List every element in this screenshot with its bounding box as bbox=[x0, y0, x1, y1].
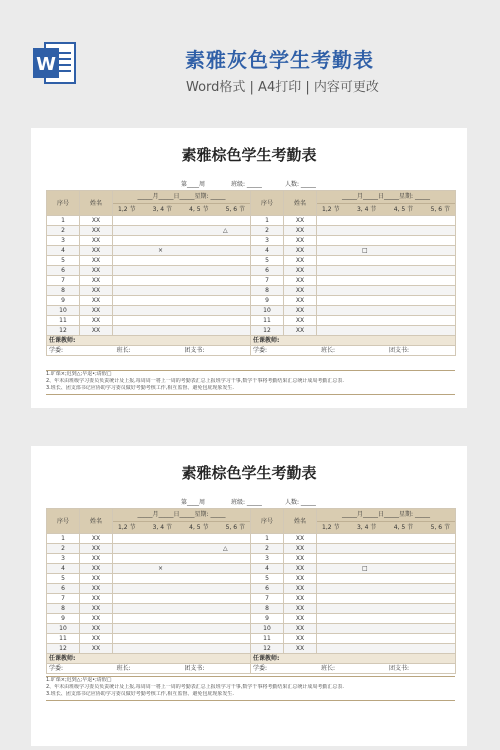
row-number-cell: 6 bbox=[251, 584, 284, 594]
secretary-label: 团支书: bbox=[184, 665, 205, 672]
row-number-cell: 6 bbox=[47, 584, 80, 594]
row-number-cell: 8 bbox=[47, 286, 80, 296]
row-number-cell: 3 bbox=[47, 236, 80, 246]
note-line: 1.旷课×;迟到△;早退•;请假□ bbox=[46, 371, 112, 377]
table-row bbox=[47, 316, 456, 326]
student-name-cell: XX bbox=[80, 296, 113, 306]
page-header bbox=[0, 0, 500, 115]
attendance-mark-cell bbox=[317, 554, 456, 564]
monitor-label: 班长: bbox=[116, 347, 131, 354]
row-number-cell: 5 bbox=[47, 256, 80, 266]
row-number-cell: 10 bbox=[47, 624, 80, 634]
row-number-cell: 12 bbox=[47, 326, 80, 336]
student-name-cell: XX bbox=[284, 276, 317, 286]
row-number-cell: 2 bbox=[251, 226, 284, 236]
row-number-cell: 7 bbox=[251, 594, 284, 604]
student-name-cell: XX bbox=[284, 286, 317, 296]
row-number-cell: 9 bbox=[47, 614, 80, 624]
attendance-mark-cell bbox=[113, 584, 251, 594]
col-header-name: 姓名 bbox=[284, 191, 317, 216]
col-header-date: _____月_____日_____星期: _____ 1,2 节 3, 4 节 4, 5 节 5, 6 节 bbox=[113, 509, 251, 534]
attendance-mark-cell bbox=[113, 286, 251, 296]
student-name-cell: XX bbox=[80, 644, 113, 654]
student-name-cell: XX bbox=[80, 624, 113, 634]
note-line: 3.班长、团支部书记应协助学习委员做好考勤考核工作,相互监督、避免包庇现象发生. bbox=[46, 385, 234, 391]
student-name-cell: XX bbox=[284, 644, 317, 654]
row-number-cell: 1 bbox=[47, 534, 80, 544]
table-row bbox=[47, 614, 456, 624]
week-field: 第____周 bbox=[181, 499, 206, 506]
col-header-date: _____月_____日_____星期: _____ 1,2 节 3, 4 节 4, 5 节 5, 6 节 bbox=[113, 191, 251, 216]
table-row bbox=[47, 306, 456, 316]
week-field: 第____周 bbox=[181, 181, 206, 188]
row-number-cell: 6 bbox=[47, 266, 80, 276]
col-header-name: 姓名 bbox=[284, 509, 317, 534]
col-header-no: 序号 bbox=[251, 191, 284, 216]
attendance-mark-cell bbox=[317, 594, 456, 604]
attendance-mark-cell bbox=[113, 296, 251, 306]
student-name-cell: XX bbox=[284, 306, 317, 316]
attendance-table bbox=[46, 508, 456, 674]
table-row bbox=[47, 574, 456, 584]
attendance-mark-cell bbox=[113, 634, 251, 644]
table-row bbox=[47, 236, 456, 246]
row-number-cell: 1 bbox=[47, 216, 80, 226]
student-name-cell: XX bbox=[80, 256, 113, 266]
student-name-cell: XX bbox=[284, 534, 317, 544]
table-row bbox=[47, 266, 456, 276]
attendance-mark-cell: × bbox=[113, 564, 251, 574]
secretary-label: 团支书: bbox=[389, 665, 410, 672]
row-number-cell: 7 bbox=[251, 276, 284, 286]
committee-label: 学委: bbox=[253, 347, 268, 354]
row-number-cell: 4 bbox=[47, 564, 80, 574]
table-row bbox=[47, 634, 456, 644]
table-row bbox=[47, 296, 456, 306]
attendance-sheet-2 bbox=[31, 446, 467, 746]
table-row bbox=[47, 216, 456, 226]
table-row bbox=[47, 594, 456, 604]
student-name-cell: XX bbox=[284, 554, 317, 564]
attendance-mark-cell bbox=[113, 306, 251, 316]
attendance-mark-cell: □ bbox=[317, 246, 456, 256]
notes bbox=[46, 370, 455, 395]
col-header-date: _____月_____日_____星期: _____ 1,2 节 3, 4 节 4, 5 节 5, 6 节 bbox=[317, 191, 456, 216]
student-name-cell: XX bbox=[284, 564, 317, 574]
row-number-cell: 1 bbox=[251, 534, 284, 544]
row-number-cell: 7 bbox=[47, 594, 80, 604]
teacher-label: 任课教师: bbox=[251, 336, 456, 346]
attendance-mark-cell bbox=[317, 544, 456, 554]
col-header-no: 序号 bbox=[47, 509, 80, 534]
attendance-mark-cell bbox=[113, 604, 251, 614]
attendance-mark-cell bbox=[317, 216, 456, 226]
attendance-mark-cell: △ bbox=[113, 226, 251, 236]
attendance-mark-cell bbox=[113, 326, 251, 336]
student-name-cell: XX bbox=[284, 226, 317, 236]
student-name-cell: XX bbox=[80, 544, 113, 554]
row-number-cell: 7 bbox=[47, 276, 80, 286]
attendance-mark-cell bbox=[113, 266, 251, 276]
student-name-cell: XX bbox=[284, 326, 317, 336]
row-number-cell: 8 bbox=[251, 604, 284, 614]
student-name-cell: XX bbox=[284, 624, 317, 634]
table-row bbox=[47, 564, 456, 574]
word-document-icon bbox=[33, 42, 77, 84]
student-name-cell: XX bbox=[80, 326, 113, 336]
col-header-name: 姓名 bbox=[80, 191, 113, 216]
student-name-cell: XX bbox=[284, 216, 317, 226]
attendance-mark-cell bbox=[317, 226, 456, 236]
student-name-cell: XX bbox=[80, 246, 113, 256]
attendance-sheet-1 bbox=[31, 128, 467, 408]
attendance-mark-cell bbox=[317, 624, 456, 634]
row-number-cell: 10 bbox=[251, 624, 284, 634]
attendance-mark-cell bbox=[317, 276, 456, 286]
student-name-cell: XX bbox=[284, 246, 317, 256]
page-title: 素雅灰色学生考勤表 bbox=[185, 48, 374, 72]
row-number-cell: 11 bbox=[47, 634, 80, 644]
attendance-mark-cell bbox=[317, 584, 456, 594]
student-name-cell: XX bbox=[284, 296, 317, 306]
row-number-cell: 8 bbox=[47, 604, 80, 614]
table-row bbox=[47, 256, 456, 266]
monitor-label: 班长: bbox=[116, 665, 131, 672]
student-name-cell: XX bbox=[284, 584, 317, 594]
row-number-cell: 11 bbox=[251, 634, 284, 644]
attendance-mark-cell: □ bbox=[317, 564, 456, 574]
table-row bbox=[47, 604, 456, 614]
attendance-mark-cell: △ bbox=[113, 544, 251, 554]
row-number-cell: 9 bbox=[251, 296, 284, 306]
class-field: 班级: _____ bbox=[231, 499, 262, 506]
student-name-cell: XX bbox=[80, 316, 113, 326]
attendance-mark-cell bbox=[317, 634, 456, 644]
committee-label: 学委: bbox=[49, 347, 64, 354]
student-name-cell: XX bbox=[284, 614, 317, 624]
note-line: 2、年末由班级学习委员负责统计及上报,每周周一将上一周的考勤表汇总上报班学习干事,数学干事将考勤结果汇总统计成周考勤汇总表. bbox=[46, 378, 344, 384]
student-name-cell: XX bbox=[284, 316, 317, 326]
attendance-mark-cell bbox=[317, 306, 456, 316]
row-number-cell: 12 bbox=[251, 326, 284, 336]
attendance-mark-cell bbox=[317, 296, 456, 306]
row-number-cell: 3 bbox=[251, 554, 284, 564]
sheet-title: 素雅棕色学生考勤表 bbox=[181, 146, 317, 164]
row-number-cell: 6 bbox=[251, 266, 284, 276]
attendance-mark-cell bbox=[113, 534, 251, 544]
row-number-cell: 4 bbox=[251, 564, 284, 574]
monitor-label: 班长: bbox=[321, 665, 336, 672]
row-number-cell: 2 bbox=[47, 544, 80, 554]
attendance-mark-cell bbox=[317, 326, 456, 336]
attendance-mark-cell bbox=[113, 624, 251, 634]
attendance-mark-cell bbox=[317, 236, 456, 246]
student-name-cell: XX bbox=[80, 634, 113, 644]
svg-text:W: W bbox=[36, 54, 56, 75]
count-field: 人数: _____ bbox=[285, 499, 316, 506]
row-number-cell: 5 bbox=[251, 574, 284, 584]
table-row bbox=[47, 544, 456, 554]
student-name-cell: XX bbox=[80, 604, 113, 614]
row-number-cell: 4 bbox=[251, 246, 284, 256]
row-number-cell: 9 bbox=[47, 296, 80, 306]
table-row bbox=[47, 246, 456, 256]
col-header-no: 序号 bbox=[251, 509, 284, 534]
attendance-mark-cell bbox=[113, 216, 251, 226]
student-name-cell: XX bbox=[284, 604, 317, 614]
row-number-cell: 2 bbox=[251, 544, 284, 554]
attendance-mark-cell bbox=[113, 594, 251, 604]
student-name-cell: XX bbox=[80, 554, 113, 564]
student-name-cell: XX bbox=[80, 534, 113, 544]
student-name-cell: XX bbox=[80, 614, 113, 624]
student-name-cell: XX bbox=[80, 564, 113, 574]
student-name-cell: XX bbox=[284, 544, 317, 554]
student-name-cell: XX bbox=[80, 286, 113, 296]
attendance-mark-cell bbox=[317, 256, 456, 266]
row-number-cell: 10 bbox=[47, 306, 80, 316]
row-number-cell: 5 bbox=[251, 256, 284, 266]
count-field: 人数: _____ bbox=[285, 181, 316, 188]
attendance-table bbox=[46, 190, 456, 356]
col-header-date: _____月_____日_____星期: _____ 1,2 节 3, 4 节 4, 5 节 5, 6 节 bbox=[317, 509, 456, 534]
table-row bbox=[47, 276, 456, 286]
attendance-mark-cell bbox=[113, 644, 251, 654]
row-number-cell: 1 bbox=[251, 216, 284, 226]
student-name-cell: XX bbox=[80, 216, 113, 226]
teacher-label: 任课教师: bbox=[47, 336, 251, 346]
col-header-name: 姓名 bbox=[80, 509, 113, 534]
sheet-title: 素雅棕色学生考勤表 bbox=[181, 464, 317, 482]
student-name-cell: XX bbox=[284, 574, 317, 584]
row-number-cell: 8 bbox=[251, 286, 284, 296]
row-number-cell: 3 bbox=[251, 236, 284, 246]
student-name-cell: XX bbox=[80, 266, 113, 276]
note-line: 2、年末由班级学习委员负责统计及上报,每周周一将上一周的考勤表汇总上报班学习干事,数学干事将考勤结果汇总统计成周考勤汇总表. bbox=[46, 684, 344, 690]
table-row bbox=[47, 624, 456, 634]
row-number-cell: 9 bbox=[251, 614, 284, 624]
attendance-mark-cell bbox=[317, 316, 456, 326]
row-number-cell: 12 bbox=[251, 644, 284, 654]
row-number-cell: 11 bbox=[47, 316, 80, 326]
attendance-mark-cell bbox=[317, 266, 456, 276]
attendance-mark-cell bbox=[113, 276, 251, 286]
note-line: 3.班长、团支部书记应协助学习委员做好考勤考核工作,相互监督、避免包庇现象发生. bbox=[46, 691, 234, 697]
student-name-cell: XX bbox=[284, 256, 317, 266]
notes bbox=[46, 676, 455, 701]
table-row bbox=[47, 584, 456, 594]
row-number-cell: 4 bbox=[47, 246, 80, 256]
table-row bbox=[47, 286, 456, 296]
table-row bbox=[47, 326, 456, 336]
table-row bbox=[47, 644, 456, 654]
row-number-cell: 11 bbox=[251, 316, 284, 326]
table-row bbox=[47, 226, 456, 236]
class-field: 班级: _____ bbox=[231, 181, 262, 188]
row-number-cell: 5 bbox=[47, 574, 80, 584]
committee-label: 学委: bbox=[253, 665, 268, 672]
attendance-mark-cell: × bbox=[113, 246, 251, 256]
attendance-mark-cell bbox=[317, 574, 456, 584]
student-name-cell: XX bbox=[80, 236, 113, 246]
committee-label: 学委: bbox=[49, 665, 64, 672]
attendance-mark-cell bbox=[317, 644, 456, 654]
attendance-mark-cell bbox=[113, 574, 251, 584]
student-name-cell: XX bbox=[80, 574, 113, 584]
student-name-cell: XX bbox=[284, 236, 317, 246]
attendance-mark-cell bbox=[113, 236, 251, 246]
attendance-mark-cell bbox=[113, 554, 251, 564]
table-row bbox=[47, 534, 456, 544]
student-name-cell: XX bbox=[80, 594, 113, 604]
attendance-mark-cell bbox=[317, 614, 456, 624]
attendance-mark-cell bbox=[113, 256, 251, 266]
student-name-cell: XX bbox=[284, 634, 317, 644]
note-line: 1.旷课×;迟到△;早退•;请假□ bbox=[46, 677, 112, 683]
student-name-cell: XX bbox=[80, 306, 113, 316]
row-number-cell: 3 bbox=[47, 554, 80, 564]
monitor-label: 班长: bbox=[321, 347, 336, 354]
table-row bbox=[47, 554, 456, 564]
student-name-cell: XX bbox=[80, 276, 113, 286]
secretary-label: 团支书: bbox=[389, 347, 410, 354]
col-header-no: 序号 bbox=[47, 191, 80, 216]
attendance-mark-cell bbox=[113, 316, 251, 326]
teacher-label: 任课教师: bbox=[47, 654, 251, 664]
student-name-cell: XX bbox=[80, 226, 113, 236]
page-subtitle: Word格式 | A4打印 | 内容可更改 bbox=[186, 80, 379, 95]
attendance-mark-cell bbox=[317, 534, 456, 544]
attendance-mark-cell bbox=[113, 614, 251, 624]
secretary-label: 团支书: bbox=[184, 347, 205, 354]
row-number-cell: 12 bbox=[47, 644, 80, 654]
attendance-mark-cell bbox=[317, 604, 456, 614]
student-name-cell: XX bbox=[284, 594, 317, 604]
row-number-cell: 10 bbox=[251, 306, 284, 316]
row-number-cell: 2 bbox=[47, 226, 80, 236]
teacher-label: 任课教师: bbox=[251, 654, 456, 664]
student-name-cell: XX bbox=[80, 584, 113, 594]
student-name-cell: XX bbox=[284, 266, 317, 276]
attendance-mark-cell bbox=[317, 286, 456, 296]
